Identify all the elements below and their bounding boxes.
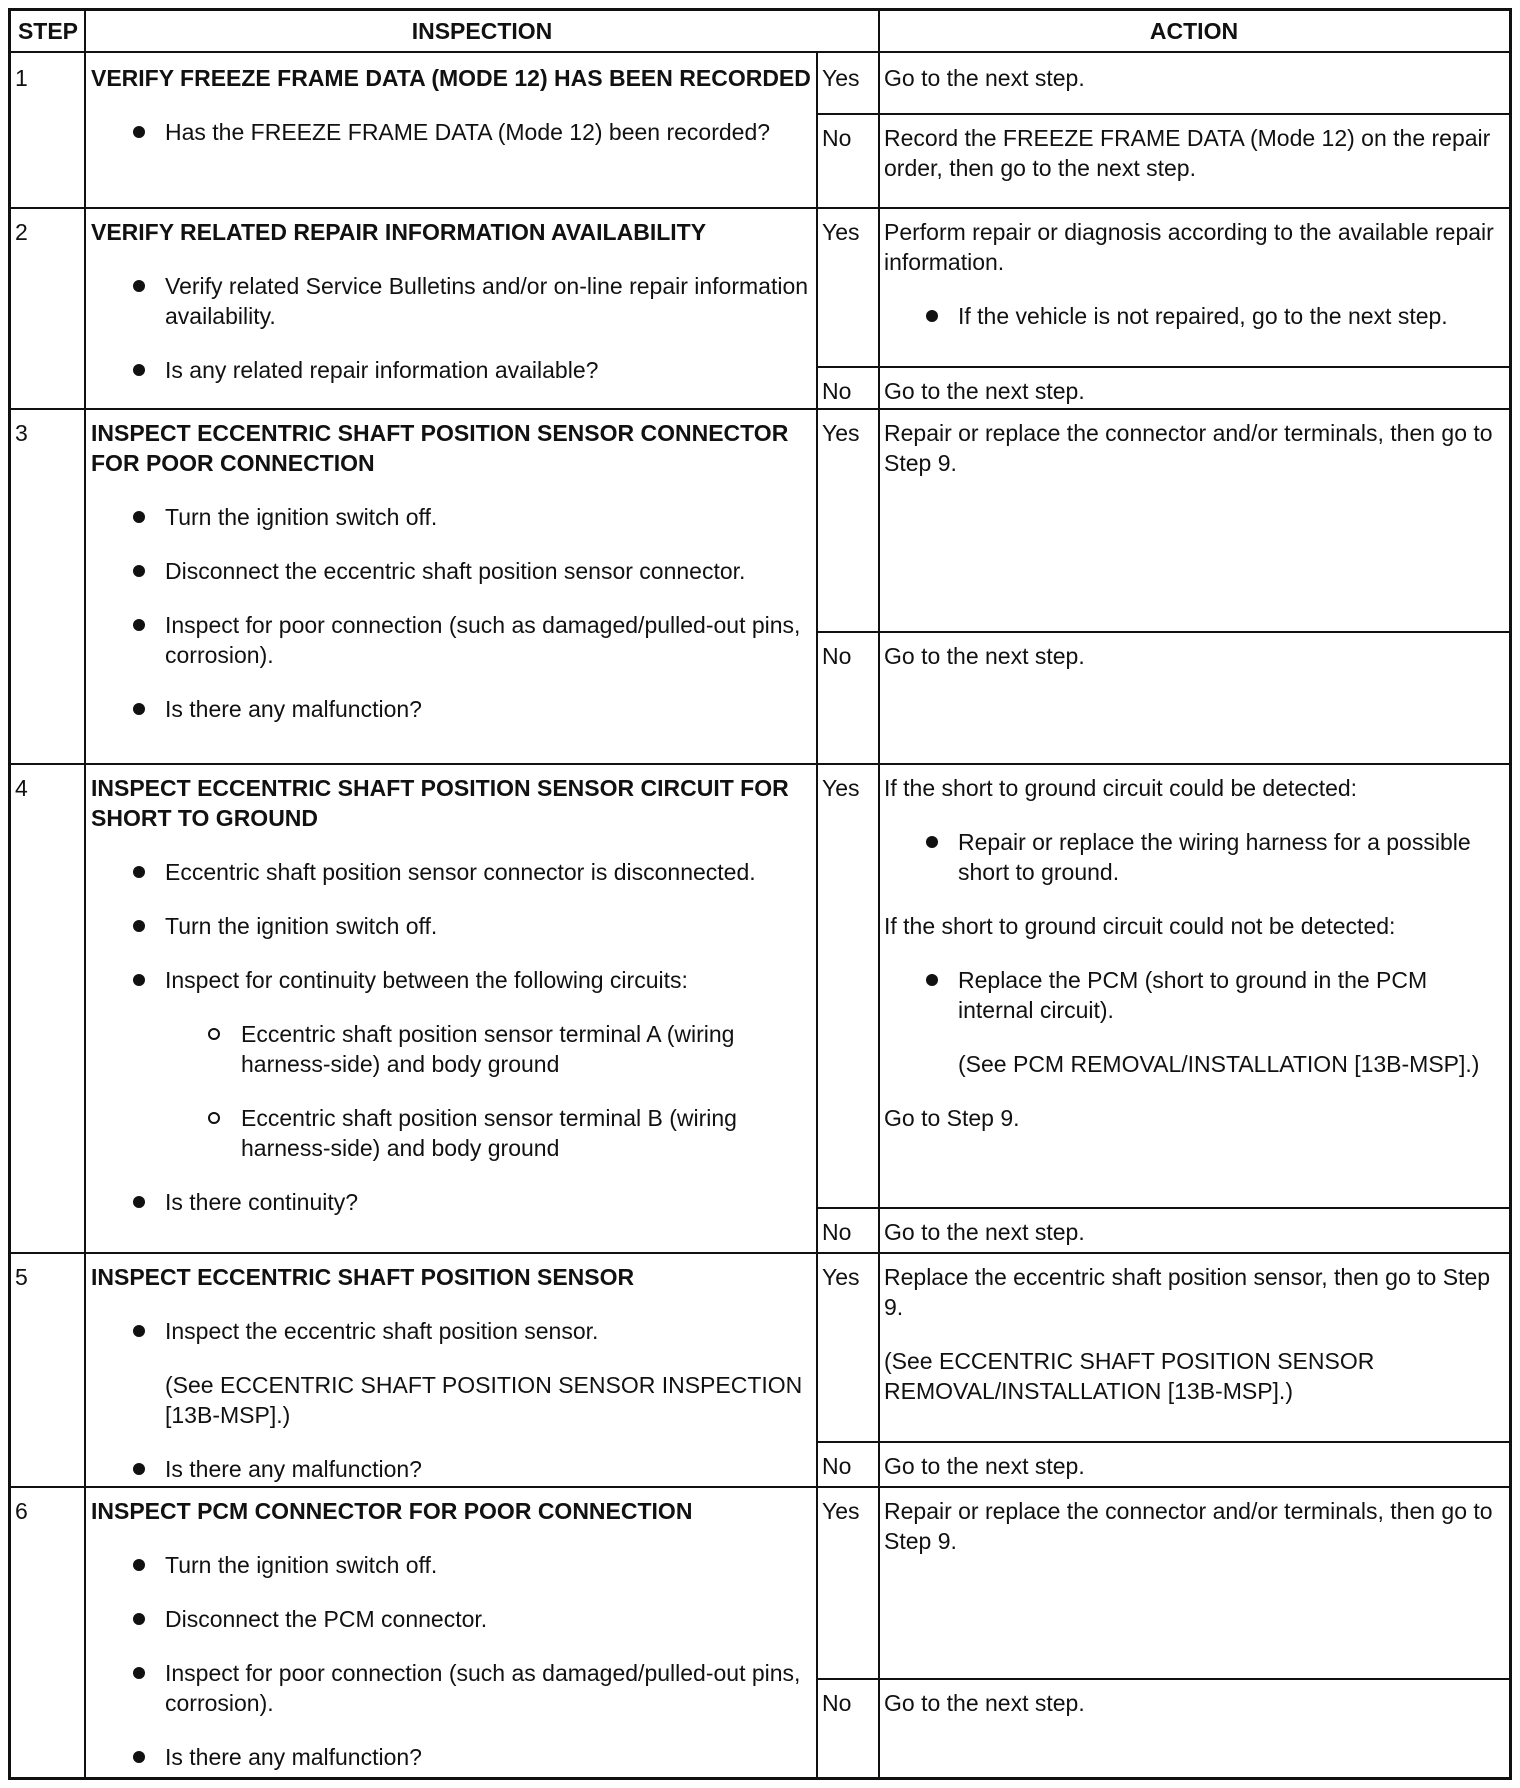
sub-bullet-item: Eccentric shaft position sensor terminal A (wiring harness-side) and body ground	[91, 1019, 811, 1079]
inspection-cell	[91, 765, 811, 1217]
bullet-item: Verify related Service Bulletins and/or on-line repair information availability.	[91, 271, 811, 331]
bullet-item: Is there any malfunction?	[91, 1454, 811, 1484]
inspection-cell	[91, 1488, 811, 1772]
bullet-item: Inspect for poor connection (such as damaged/pulled-out pins, corrosion).	[91, 610, 811, 670]
yes-action: Repair or replace the connector and/or terminals, then go to Step 9.	[884, 420, 1493, 476]
step-title: INSPECT ECCENTRIC SHAFT POSITION SENSOR CONNECTOR FOR POOR CONNECTION	[91, 420, 789, 476]
step-number: 4	[15, 775, 28, 801]
yes-action-cell	[880, 209, 1509, 331]
bullet-item: Turn the ignition switch off.	[91, 502, 811, 532]
yes-action: Go to the next step.	[884, 65, 1085, 91]
step-number: 2	[15, 219, 28, 245]
bullet-item: Turn the ignition switch off.	[91, 911, 811, 941]
bullet-item: Disconnect the PCM connector.	[91, 1604, 811, 1634]
reference-text: (See ECCENTRIC SHAFT POSITION SENSOR INSPECTION [13B-MSP].)	[165, 1372, 803, 1428]
header-action: ACTION	[879, 11, 1509, 53]
no-action: Go to the next step.	[884, 1453, 1085, 1479]
step-number: 1	[15, 65, 28, 91]
yes-action: Repair or replace the connector and/or terminals, then go to Step 9.	[884, 1498, 1493, 1554]
step-number: 5	[15, 1264, 28, 1290]
yes-label: Yes	[822, 1498, 860, 1524]
yes-action: Replace the eccentric shaft position sensor, then go to Step 9.	[884, 1264, 1491, 1320]
inspection-cell	[91, 55, 811, 147]
inspection-cell	[91, 209, 811, 385]
yes-action-text: If the short to ground circuit could be detected:	[884, 775, 1358, 801]
action-bullet: If the vehicle is not repaired, go to the next step.	[884, 301, 1501, 331]
step-number: 6	[15, 1498, 28, 1524]
no-action: Go to the next step.	[884, 1219, 1085, 1245]
bullet-item: Is there any malfunction?	[91, 694, 811, 724]
step-title: INSPECT PCM CONNECTOR FOR POOR CONNECTION	[91, 1498, 693, 1524]
header-step: STEP	[11, 11, 85, 53]
step-title: VERIFY RELATED REPAIR INFORMATION AVAILABILITY	[91, 219, 707, 245]
bullet-item: Is there any malfunction?	[91, 1742, 811, 1772]
no-action: Go to the next step.	[884, 1690, 1085, 1716]
no-action: Go to the next step.	[884, 378, 1085, 404]
bullet-item: Disconnect the eccentric shaft position sensor connector.	[91, 556, 811, 586]
yes-action-cell	[880, 1254, 1509, 1406]
no-label: No	[822, 378, 852, 404]
action-bullet: Repair or replace the wiring harness for a possible short to ground.	[884, 827, 1501, 887]
step-title: INSPECT ECCENTRIC SHAFT POSITION SENSOR CIRCUIT FOR SHORT TO GROUND	[91, 775, 789, 831]
no-action: Go to the next step.	[884, 643, 1085, 669]
reference-text: (See PCM REMOVAL/INSTALLATION [13B-MSP].)	[958, 1051, 1480, 1077]
yes-action-text: If the short to ground circuit could not be detected:	[884, 913, 1396, 939]
col-divider-step	[84, 11, 86, 1777]
yes-action: Perform repair or diagnosis according to the available repair information.	[884, 219, 1494, 275]
no-label: No	[822, 643, 852, 669]
bullet-item: Is there continuity?	[91, 1187, 811, 1217]
step-title: INSPECT ECCENTRIC SHAFT POSITION SENSOR	[91, 1264, 635, 1290]
no-label: No	[822, 1690, 852, 1716]
action-bullet: Replace the PCM (short to ground in the PCM internal circuit).	[884, 965, 1501, 1025]
yes-label: Yes	[822, 1264, 860, 1290]
yes-label: Yes	[822, 219, 860, 245]
yes-action-cell	[880, 765, 1509, 1133]
yes-action-text: Go to Step 9.	[884, 1105, 1020, 1131]
bullet-item: Inspect for continuity between the following circuits:	[91, 965, 811, 995]
step-title: VERIFY FREEZE FRAME DATA (MODE 12) HAS BEEN RECORDED	[91, 65, 811, 91]
bullet-item: Is any related repair information available?	[91, 355, 811, 385]
bullet-item: Eccentric shaft position sensor connector is disconnected.	[91, 857, 811, 887]
no-label: No	[822, 1219, 852, 1245]
bullet-item: Has the FREEZE FRAME DATA (Mode 12) been recorded?	[91, 117, 811, 147]
bullet-item: Inspect for poor connection (such as damaged/pulled-out pins, corrosion).	[91, 1658, 811, 1718]
inspection-cell	[91, 410, 811, 724]
header-inspection: INSPECTION	[85, 11, 879, 53]
no-label: No	[822, 1453, 852, 1479]
bullet-item: Turn the ignition switch off.	[91, 1550, 811, 1580]
diagnostic-table	[8, 8, 1512, 1780]
no-action: Record the FREEZE FRAME DATA (Mode 12) on the repair order, then go to the next step.	[884, 125, 1491, 181]
yes-label: Yes	[822, 420, 860, 446]
reference-text: (See ECCENTRIC SHAFT POSITION SENSOR REMOVAL/INSTALLATION [13B-MSP].)	[884, 1348, 1375, 1404]
yes-label: Yes	[822, 775, 860, 801]
no-label: No	[822, 125, 852, 151]
yes-label: Yes	[822, 65, 860, 91]
inspection-cell	[91, 1254, 811, 1484]
bullet-item: Inspect the eccentric shaft position sensor.	[91, 1316, 811, 1346]
sub-bullet-item: Eccentric shaft position sensor terminal B (wiring harness-side) and body ground	[91, 1103, 811, 1163]
step-number: 3	[15, 420, 28, 446]
